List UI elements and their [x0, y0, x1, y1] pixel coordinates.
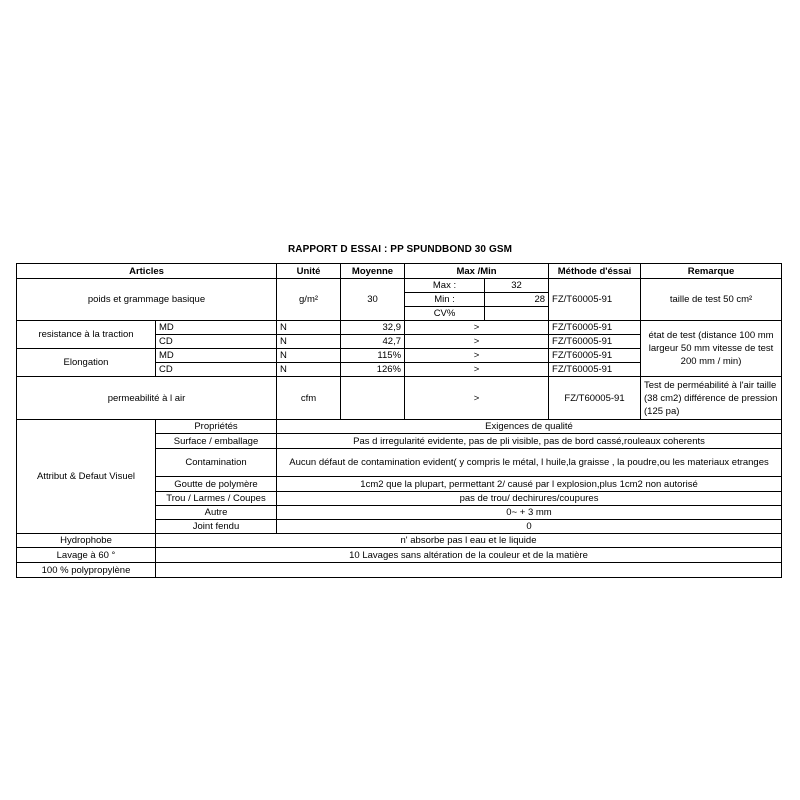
table-row: [17, 420, 782, 434]
attribut-header-req: Exigences de qualité: [277, 420, 782, 434]
poids-min-label: Min :: [405, 293, 485, 307]
header-unite: Unité: [277, 264, 341, 279]
table-row: [17, 534, 782, 548]
traction-cd-moyenne: 42,7: [341, 335, 405, 349]
elongation-cd-methode: FZ/T60005-91: [549, 363, 641, 377]
bottom-value: n' absorbe pas l eau et le liquide: [156, 534, 782, 548]
traction-md-dir: MD: [156, 321, 277, 335]
poids-min-value: 28: [485, 293, 549, 307]
permeabilite-methode: FZ/T60005-91: [549, 377, 641, 420]
report-title: RAPPORT D ESSAI : PP SPUNDBOND 30 GSM: [287, 244, 513, 255]
elongation-md-dir: MD: [156, 349, 277, 363]
elongation-md-unit: N: [277, 349, 341, 363]
table-row: [17, 377, 782, 420]
traction-md-maxmin: >: [405, 321, 549, 335]
poids-moyenne: 30: [341, 279, 405, 321]
traction-cd-methode: FZ/T60005-91: [549, 335, 641, 349]
traction-md-unit: N: [277, 321, 341, 335]
bottom-label: Lavage à 60 °: [17, 548, 156, 563]
table-row: [17, 279, 782, 293]
poids-remarque: taille de test 50 cm²: [641, 279, 782, 321]
elongation-label: Elongation: [17, 349, 156, 377]
header-moyenne: Moyenne: [341, 264, 405, 279]
traction-remarque: état de test (distance 100 mm largeur 50 mm vitesse de test 200 mm / min): [641, 321, 782, 377]
traction-md-moyenne: 32,9: [341, 321, 405, 335]
attribut-header-prop: Propriétés: [156, 420, 277, 434]
traction-cd-unit: N: [277, 335, 341, 349]
traction-label: resistance à la traction: [17, 321, 156, 349]
poids-cv-label: CV%: [405, 307, 485, 321]
table-row: [17, 321, 782, 335]
attribut-req: 0~ + 3 mm: [277, 506, 782, 520]
permeabilite-remarque: Test de perméabilité à l'air taille (38 cm2) différence de pression (125 pa): [641, 377, 782, 420]
permeabilite-label: permeabilité à l air: [17, 377, 277, 420]
poids-unit: g/m²: [277, 279, 341, 321]
poids-label: poids et grammage basique: [17, 279, 277, 321]
permeabilite-moyenne: [341, 377, 405, 420]
attribut-req: 0: [277, 520, 782, 534]
poids-max-value: 32: [485, 279, 549, 293]
attribut-req: pas de trou/ dechirures/coupures: [277, 492, 782, 506]
header-row: [17, 264, 782, 279]
table-row: [17, 548, 782, 563]
attribut-req: Pas d irregularité evidente, pas de pli visible, pas de bord cassé,rouleaux coherents: [277, 434, 782, 449]
bottom-label: 100 % polypropylène: [17, 563, 156, 578]
elongation-md-moyenne: 115%: [341, 349, 405, 363]
attribut-req: 1cm2 que la plupart, permettant 2/ causé par l explosion,plus 1cm2 non autorisé: [277, 477, 782, 492]
bottom-value: 10 Lavages sans altération de la couleur et de la matière: [156, 548, 782, 563]
poids-max-label: Max :: [405, 279, 485, 293]
table-row: [17, 563, 782, 578]
attribut-prop: Autre: [156, 506, 277, 520]
test-report-table: [16, 263, 782, 578]
attribut-req: Aucun défaut de contamination evident( y compris le métal, l huile,la graisse , la poudre,ou les materiaux etranges: [277, 449, 782, 477]
poids-cv-value: [485, 307, 549, 321]
attribut-prop: Trou / Larmes / Coupes: [156, 492, 277, 506]
elongation-cd-moyenne: 126%: [341, 363, 405, 377]
bottom-label: Hydrophobe: [17, 534, 156, 548]
traction-cd-dir: CD: [156, 335, 277, 349]
elongation-cd-maxmin: >: [405, 363, 549, 377]
attribut-label: Attribut & Defaut Visuel: [17, 420, 156, 534]
header-maxmin: Max /Min: [405, 264, 549, 279]
poids-methode: FZ/T60005-91: [549, 279, 641, 321]
header-articles: Articles: [17, 264, 277, 279]
permeabilite-maxmin: >: [405, 377, 549, 420]
permeabilite-unit: cfm: [277, 377, 341, 420]
elongation-md-maxmin: >: [405, 349, 549, 363]
bottom-value: [156, 563, 782, 578]
traction-cd-maxmin: >: [405, 335, 549, 349]
elongation-cd-unit: N: [277, 363, 341, 377]
attribut-prop: Surface / emballage: [156, 434, 277, 449]
attribut-prop: Joint fendu: [156, 520, 277, 534]
attribut-prop: Contamination: [156, 449, 277, 477]
header-remarque: Remarque: [641, 264, 782, 279]
elongation-md-methode: FZ/T60005-91: [549, 349, 641, 363]
attribut-prop: Goutte de polymère: [156, 477, 277, 492]
traction-md-methode: FZ/T60005-91: [549, 321, 641, 335]
header-methode: Méthode d'éssai: [549, 264, 641, 279]
elongation-cd-dir: CD: [156, 363, 277, 377]
